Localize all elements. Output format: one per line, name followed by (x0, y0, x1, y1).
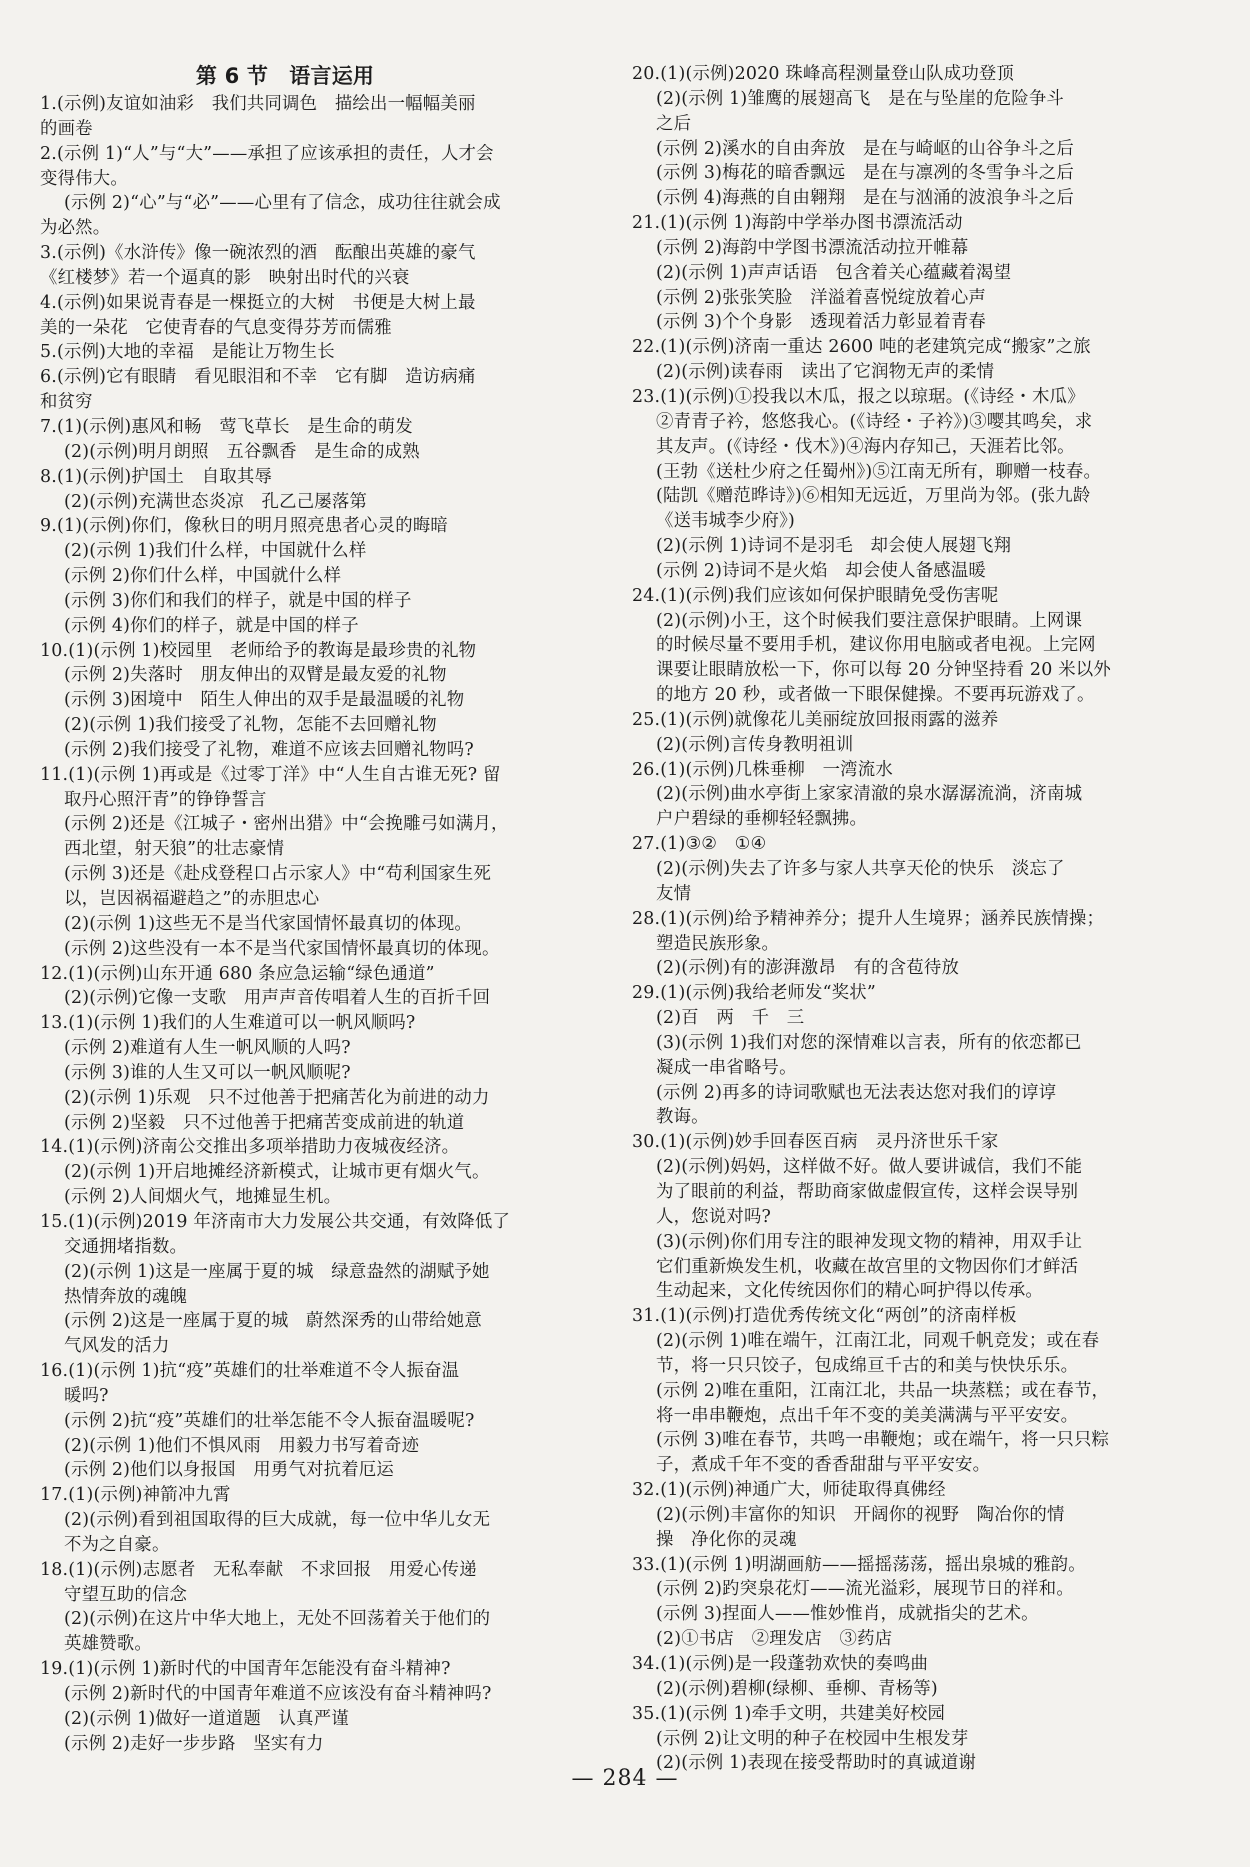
answer-line: 西北望，射天狼”的壮志豪情 (64, 839, 285, 860)
answer-line: 19.(1)(示例 1)新时代的中国青年怎能没有奋斗精神? (40, 1659, 451, 1680)
answer-line: 美的一朵花 它使青春的气息变得芬芳而儒雅 (40, 317, 392, 338)
answer-line: 守望互助的信念 (64, 1584, 188, 1605)
answer-line: 将一串串鞭炮，点出千年不变的美美满满与平平安安。 (656, 1405, 1079, 1426)
answer-line: 节，将一只只饺子，包成绵亘千古的和美与快快乐乐。 (656, 1355, 1079, 1376)
answer-line: (示例 2)新时代的中国青年难道不应该没有奋斗精神吗? (64, 1684, 492, 1704)
answer-line: (2)百 两 千 三 (656, 1008, 805, 1029)
answer-line: 生动起来，文化传统因你们的精心呵护得以传承。 (656, 1281, 1043, 1302)
answer-line: 子，煮成千年不变的香香甜甜与平平安安。 (656, 1455, 991, 1476)
answer-line: (示例 2)这些没有一本不是当代家国情怀最真切的体现。 (64, 938, 500, 959)
answer-line: (示例 2)他们以身报国 用勇气对抗着厄运 (64, 1460, 395, 1481)
answer-line: 凝成一串省略号。 (656, 1057, 797, 1078)
answer-line: (2)(示例)言传身教明祖训 (656, 734, 854, 755)
answer-line: (2)①书店 ②理发店 ③药店 (656, 1629, 893, 1650)
answer-line: (示例 2)坚毅 只不过他善于把痛苦变成前进的轨道 (64, 1112, 465, 1133)
answer-line: (2)(示例)看到祖国取得的巨大成就，每一位中华儿女无 (64, 1510, 491, 1531)
answer-line: 的时候尽量不要用手机，建议你用电脑或者电视。上完网 (656, 635, 1096, 656)
answer-line: (示例 3)谁的人生又可以一帆风顺呢? (64, 1062, 351, 1083)
answer-line: 气风发的活力 (64, 1336, 170, 1357)
answer-line: 热情奔放的魂魄 (64, 1286, 188, 1307)
answer-line: (示例 2)“心”与“必”——心里有了信念，成功往往就会成 (64, 193, 501, 214)
right-answer-list (632, 62, 1212, 1776)
answer-line: (2)(示例 1)开启地摊经济新模式，让城市更有烟火气。 (64, 1162, 490, 1183)
answer-line: 3.(示例)《水浒传》像一碗浓烈的酒 酝酿出英雄的豪气 (40, 243, 476, 264)
answer-line: (2)(示例 1)表现在接受帮助时的真诚道谢 (656, 1753, 977, 1774)
answer-line: (示例 2)还是《江城子・密州出猎》中“会挽雕弓如满月， (64, 814, 509, 835)
answer-line: (示例 3)你们和我们的样子，就是中国的样子 (64, 590, 412, 611)
answer-line: (示例 2)抗“疫”英雄们的壮举怎能不令人振奋温暖呢? (64, 1410, 475, 1431)
answer-line: 不为之自豪。 (64, 1534, 170, 1555)
answer-line: 操 净化你的灵魂 (656, 1529, 797, 1550)
answer-line: (3)(示例 1)我们对您的深情难以言表，所有的依恋都已 (656, 1032, 1082, 1053)
answer-line: (2)(示例 1)声声话语 包含着关心蕴藏着渴望 (656, 262, 1012, 283)
answer-line: 之后 (656, 113, 692, 134)
answer-line: (示例 2)趵突泉花灯——流光溢彩，展现节日的祥和。 (656, 1579, 1074, 1600)
answer-line: 的画卷 (40, 118, 93, 139)
answer-line: (2)(示例 1)诗词不是羽毛 却会使人展翅飞翔 (656, 536, 1012, 557)
answer-line: (示例 3)个个身影 透现着活力彰显着青春 (656, 312, 987, 333)
answer-line: 34.(1)(示例)是一段蓬勃欢快的奏鸣曲 (632, 1654, 929, 1674)
answer-line: (示例 4)海燕的自由翱翔 是在与汹涌的波浪争斗之后 (656, 188, 1074, 209)
answer-line: (示例 3)困境中 陌生人伸出的双手是最温暖的礼物 (64, 690, 465, 711)
answer-line: 6.(示例)它有眼睛 看见眼泪和不幸 它有脚 造访病痛 (40, 367, 476, 388)
answer-line: (示例 2)人间烟火气，地摊显生机。 (64, 1187, 342, 1208)
answer-line: (2)(示例 1)我们什么样，中国就什么样 (64, 541, 367, 562)
answer-line: 友情 (656, 883, 692, 904)
answer-line: (示例 3)还是《赴戍登程口占示家人》中“苟利国家生死 (64, 864, 492, 885)
answer-line: (2)(示例)曲水亭街上家家清澈的泉水潺潺流淌，济南城 (656, 784, 1083, 805)
answer-line: (示例 2)失落时 朋友伸出的双臂是最友爱的礼物 (64, 665, 447, 686)
answer-line: (2)(示例 1)乐观 只不过他善于把痛苦化为前进的动力 (64, 1087, 490, 1108)
answer-line: 《送韦城李少府》) (656, 511, 796, 532)
answer-line: (示例 2)走好一步步路 坚实有力 (64, 1733, 324, 1754)
answer-line: 31.(1)(示例)打造优秀传统文化“两创”的济南样板 (632, 1306, 1017, 1327)
answer-line: 29.(1)(示例)我给老师发“奖状” (632, 983, 876, 1004)
answer-line: 11.(1)(示例 1)再或是《过零丁洋》中“人生自古谁无死? 留 (40, 764, 501, 785)
answer-line: 取丹心照汗青”的铮铮誓言 (64, 789, 267, 810)
answer-line: 33.(1)(示例 1)明湖画舫——摇摇荡荡，摇出泉城的雅韵。 (632, 1554, 1086, 1575)
answer-line: 为必然。 (40, 218, 111, 239)
answer-line: 人，您说对吗? (656, 1206, 772, 1227)
right-column (632, 62, 1212, 1776)
answer-line: 以，岂因祸福避趋之”的赤胆忠心 (64, 889, 320, 909)
answer-line: 18.(1)(示例)志愿者 无私奉献 不求回报 用爱心传递 (40, 1559, 477, 1580)
answer-line: 22.(1)(示例)济南一重达 2600 吨的老建筑完成“搬家”之旅 (632, 337, 1091, 358)
answer-line: 交通拥堵指数。 (64, 1236, 188, 1257)
answer-line: (示例 2)张张笑脸 洋溢着喜悦绽放着心声 (656, 287, 987, 308)
answer-line: 《红楼梦》若一个逼真的影 映射出时代的兴衰 (40, 267, 410, 288)
left-answer-list (40, 92, 600, 1757)
answer-line: (王勃《送杜少府之任蜀州》)⑤江南无所有，聊赠一枝春。 (656, 461, 1102, 482)
answer-line: (3)(示例)你们用专注的眼神发现文物的精神，用双手让 (656, 1231, 1083, 1252)
answer-line: (2)(示例 1)这是一座属于夏的城 绿意盎然的湖赋予她 (64, 1261, 490, 1282)
answer-line: (示例 2)让文明的种子在校园中生根发芽 (656, 1728, 969, 1749)
answer-line: 为了眼前的利益，帮助商家做虚假宣传，这样会误导别 (656, 1181, 1079, 1202)
answer-line: 13.(1)(示例 1)我们的人生难道可以一帆风顺吗? (40, 1013, 416, 1034)
answer-line: (2)(示例 1)雏鹰的展翅高飞 是在与坠崖的危险争斗 (656, 88, 1065, 109)
answer-line: (2)(示例)在这片中华大地上，无处不回荡着关于他们的 (64, 1609, 491, 1630)
answer-line: 塑造民族形象。 (656, 933, 780, 954)
answer-line: (2)(示例)明月朗照 五谷飘香 是生命的成熟 (64, 441, 420, 462)
answer-line: (2)(示例 1)做好一道道题 认真严谨 (64, 1708, 349, 1729)
answer-line: (2)(示例)碧柳(绿柳、垂柳、青杨等) (656, 1678, 938, 1699)
page-number: — 284 — (571, 1766, 679, 1791)
answer-line: 9.(1)(示例)你们，像秋日的明月照亮患者心灵的晦暗 (40, 516, 449, 537)
answer-line: 23.(1)(示例)①投我以木瓜，报之以琼琚。(《诗经・木瓜》 (632, 386, 1085, 407)
answer-line: 户户碧绿的垂柳轻轻飘拂。 (656, 809, 868, 830)
answer-line: 教诲。 (656, 1107, 709, 1128)
answer-line: 28.(1)(示例)给予精神养分；提升人生境界；涵养民族情操； (632, 908, 1105, 929)
answer-line: 10.(1)(示例 1)校园里 老师给予的教诲是最珍贵的礼物 (40, 640, 477, 661)
answer-line: 14.(1)(示例)济南公交推出多项举措助力夜城夜经济。 (40, 1137, 460, 1158)
answer-line: (示例 3)捏面人——惟妙惟肖，成就指尖的艺术。 (656, 1604, 1039, 1625)
answer-line: 和贫穷 (40, 392, 93, 413)
answer-line: (示例 3)梅花的暗香飘远 是在与凛冽的冬雪争斗之后 (656, 163, 1074, 184)
answer-line: (示例 2)我们接受了礼物，难道不应该去回赠礼物吗? (64, 739, 474, 760)
answer-line: 25.(1)(示例)就像花儿美丽绽放回报雨露的滋养 (632, 709, 999, 730)
answer-line: ②青青子衿，悠悠我心。(《诗经・子衿》)③嘤其鸣矣，求 (656, 411, 1093, 432)
answer-line: 17.(1)(示例)神箭冲九霄 (40, 1485, 231, 1506)
answer-line: (2)(示例 1)我们接受了礼物，怎能不去回赠礼物 (64, 715, 437, 736)
answer-line: (示例 2)海韵中学图书漂流活动拉开帷幕 (656, 237, 969, 258)
answer-line: 30.(1)(示例)妙手回春医百病 灵丹济世乐千家 (632, 1132, 999, 1153)
answer-line: (2)(示例)它像一支歌 用声声音传唱着人生的百折千回 (64, 988, 491, 1009)
answer-line: 1.(示例)友谊如油彩 我们共同调色 描绘出一幅幅美丽 (40, 94, 476, 114)
answer-line: 它们重新焕发生机，收藏在故宫里的文物因你们才鲜活 (656, 1256, 1079, 1277)
answer-line: 27.(1)③② ①④ (632, 834, 767, 855)
answer-line: (2)(示例)小王，这个时候我们要注意保护眼睛。上网课 (656, 610, 1083, 631)
answer-line: (2)(示例 1)唯在端午，江南江北，同观千帆竞发；或在春 (656, 1331, 1100, 1352)
answer-line: 英雄赞歌。 (64, 1634, 152, 1655)
answer-line: (示例 4)你们的样子，就是中国的样子 (64, 615, 359, 636)
answer-line: 32.(1)(示例)神通广大，师徒取得真佛经 (632, 1480, 946, 1501)
answer-line: 16.(1)(示例 1)抗“疫”英雄们的壮举难道不令人振奋温 (40, 1361, 460, 1382)
left-column (40, 62, 600, 1757)
answer-line: 暖吗? (64, 1385, 109, 1406)
answer-line: 24.(1)(示例)我们应该如何保护眼睛免受伤害呢 (632, 585, 999, 606)
answer-line: (2)(示例)充满世态炎凉 孔乙己屡落第 (64, 491, 368, 512)
answer-line: 7.(1)(示例)惠风和畅 莺飞草长 是生命的萌发 (40, 416, 413, 437)
answer-line: 21.(1)(示例 1)海韵中学举办图书漂流活动 (632, 213, 963, 234)
answer-line: (陆凯《赠范晔诗》)⑥相知无远近，万里尚为邻。(张九龄 (656, 486, 1091, 507)
answer-line: (2)(示例 1)这些无不是当代家国情怀最真切的体现。 (64, 913, 473, 934)
answer-line: 2.(示例 1)“人”与“大”——承担了应该承担的责任，人才会 (40, 143, 494, 164)
column-divider (612, 50, 613, 1750)
answer-line: 20.(1)(示例)2020 珠峰高程测量登山队成功登顶 (632, 64, 1015, 84)
answer-line: 变得伟大。 (40, 168, 128, 189)
answer-line: (示例 2)这是一座属于夏的城 蔚然深秀的山带给她意 (64, 1311, 482, 1332)
answer-line: 8.(1)(示例)护国土 自取其辱 (40, 466, 273, 487)
answer-line: (示例 2)你们什么样，中国就什么样 (64, 566, 342, 587)
answer-line: (示例 3)唯在春节，共鸣一串鞭炮；或在端午，将一只只粽 (656, 1430, 1110, 1451)
answer-line: 课要让眼睛放松一下，你可以每 20 分钟坚持看 20 米以外 (656, 660, 1111, 681)
answer-line: (2)(示例)妈妈，这样做不好。做人要讲诚信，我们不能 (656, 1157, 1083, 1178)
answer-line: (2)(示例)有的澎湃激昂 有的含苞待放 (656, 958, 960, 979)
answer-line: 12.(1)(示例)山东开通 680 条应急运输“绿色通道” (40, 963, 435, 984)
answer-line: (示例 2)难道有人生一帆风顺的人吗? (64, 1038, 351, 1059)
answer-line: 4.(示例)如果说青春是一棵挺立的大树 书便是大树上最 (40, 292, 476, 313)
answer-line: 5.(示例)大地的幸福 是能让万物生长 (40, 342, 335, 363)
section-title: 第 6 节 语言运用 (195, 64, 375, 88)
answer-line: (2)(示例)失去了许多与家人共享天伦的快乐 淡忘了 (656, 859, 1065, 879)
answer-line: (示例 2)唯在重阳，江南江北，共品一块蒸糕；或在春节， (656, 1380, 1110, 1401)
answer-line: (示例 2)诗词不是火焰 却会使人备感温暖 (656, 560, 987, 581)
answer-line: 15.(1)(示例)2019 年济南市大力发展公共交通，有效降低了 (40, 1211, 511, 1232)
answer-line: 35.(1)(示例 1)牵手文明，共建美好校园 (632, 1703, 946, 1724)
answer-line: 其友声。(《诗经・伐木》)④海内存知己，天涯若比邻。 (656, 436, 1075, 457)
answer-line: (2)(示例 1)他们不惧风雨 用毅力书写着奇迹 (64, 1435, 420, 1456)
answer-line: (示例 2)溪水的自由奔放 是在与崎岖的山谷争斗之后 (656, 138, 1074, 159)
answer-line: (2)(示例)丰富你的知识 开阔你的视野 陶冶你的情 (656, 1504, 1065, 1525)
answer-line: (示例 2)再多的诗词歌赋也无法表达您对我们的谆谆 (656, 1082, 1057, 1103)
answer-line: 26.(1)(示例)几株垂柳 一湾流水 (632, 759, 893, 780)
answer-line: 的地方 20 秒，或者做一下眼保健操。不要再玩游戏了。 (656, 685, 1095, 706)
answer-line: (2)(示例)读春雨 读出了它润物无声的柔情 (656, 362, 995, 383)
